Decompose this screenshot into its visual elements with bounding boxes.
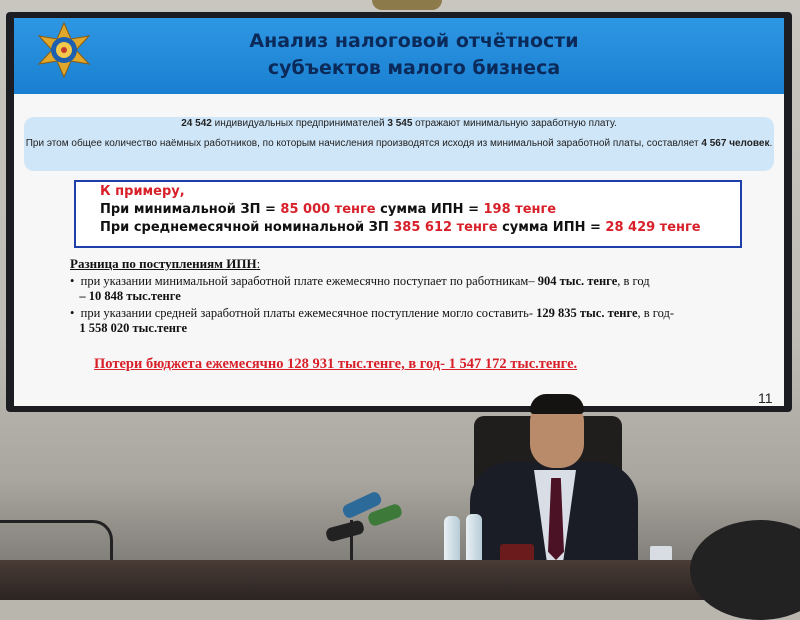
slide-title-line2: субъектов малого бизнеса bbox=[267, 57, 561, 79]
desk-lamp bbox=[0, 520, 113, 563]
page-number: 11 bbox=[758, 390, 773, 406]
bullet1-mid: , в год bbox=[617, 274, 650, 288]
bullet2-year: 1 558 020 тыс.тенге bbox=[79, 321, 188, 335]
slide-title bbox=[174, 28, 654, 82]
water-bottle bbox=[466, 514, 482, 562]
bullet1-text: при указании минимальной заработной плате ежемесячно поступает по работникам– bbox=[80, 274, 535, 288]
speaker-hair bbox=[530, 394, 584, 414]
info-line-workers bbox=[24, 137, 774, 150]
workers-text: При этом общее количество наёмных работников, по которым начисления производятся исходя из минимальной заработной платы, составляет bbox=[25, 138, 699, 149]
row1-salary: 85 000 тенге bbox=[280, 202, 376, 217]
bullet1-year: – 10 848 тыс.тенге bbox=[79, 289, 181, 303]
bullet2-text: при указании средней заработной платы ежемесячное поступление могло составить- bbox=[80, 306, 533, 320]
difference-heading-text: Разница по поступлениям ИПН bbox=[70, 256, 257, 271]
difference-heading bbox=[70, 256, 260, 272]
bullet2-mid: , в год- bbox=[637, 306, 675, 320]
difference-bullet-min: • при указании минимальной заработной плате ежемесячно поступает по работникам– 904 тыс. тенге, в год – 10 848 тыс.тенге bbox=[70, 274, 650, 303]
emblem-fragment bbox=[372, 0, 442, 10]
min-wage-text: отражают минимальную заработную плату. bbox=[415, 118, 617, 129]
row2-ipn: 28 429 тенге bbox=[605, 220, 701, 235]
row2-salary: 385 612 тенге bbox=[393, 220, 498, 235]
difference-heading-suffix: : bbox=[256, 256, 261, 271]
example-heading: К примеру, bbox=[100, 184, 185, 199]
workers-count: 4 567 человек bbox=[701, 138, 770, 149]
ip-count: 24 542 bbox=[181, 118, 212, 129]
presentation-slide bbox=[14, 18, 784, 406]
row1-mid: сумма ИПН = bbox=[380, 202, 479, 217]
row2-prefix: При среднемесячной номинальной ЗП bbox=[100, 220, 389, 235]
workers-end: . bbox=[769, 138, 773, 149]
ip-text: индивидуальных предпринимателей bbox=[214, 118, 385, 129]
water-bottle bbox=[444, 516, 460, 562]
bullet2-month: 129 835 тыс. тенге bbox=[536, 306, 638, 320]
row1-ipn: 198 тенге bbox=[483, 202, 557, 217]
row1-prefix: При минимальной ЗП = bbox=[100, 202, 276, 217]
min-wage-count: 3 545 bbox=[387, 118, 413, 129]
budget-losses: Потери бюджета ежемесячно 128 931 тыс.тенге, в год- 1 547 172 тыс.тенге. bbox=[94, 356, 578, 372]
row2-mid: сумма ИПН = bbox=[502, 220, 601, 235]
info-line-entrepreneurs bbox=[24, 117, 774, 131]
desk bbox=[0, 560, 800, 600]
example-row-min bbox=[100, 202, 556, 218]
difference-bullet-avg: • при указании средней заработной платы ежемесячное поступление могло составить- 129 835 тыс. тенге, в год- 1 558 020 тыс.тенге bbox=[70, 306, 675, 335]
slide-title-line1: Анализ налоговой отчётности bbox=[249, 30, 579, 52]
example-row-avg bbox=[100, 220, 701, 236]
tax-emblem-icon bbox=[36, 22, 92, 78]
bullet1-month: 904 тыс. тенге bbox=[537, 274, 618, 288]
mic-stand bbox=[350, 520, 353, 560]
